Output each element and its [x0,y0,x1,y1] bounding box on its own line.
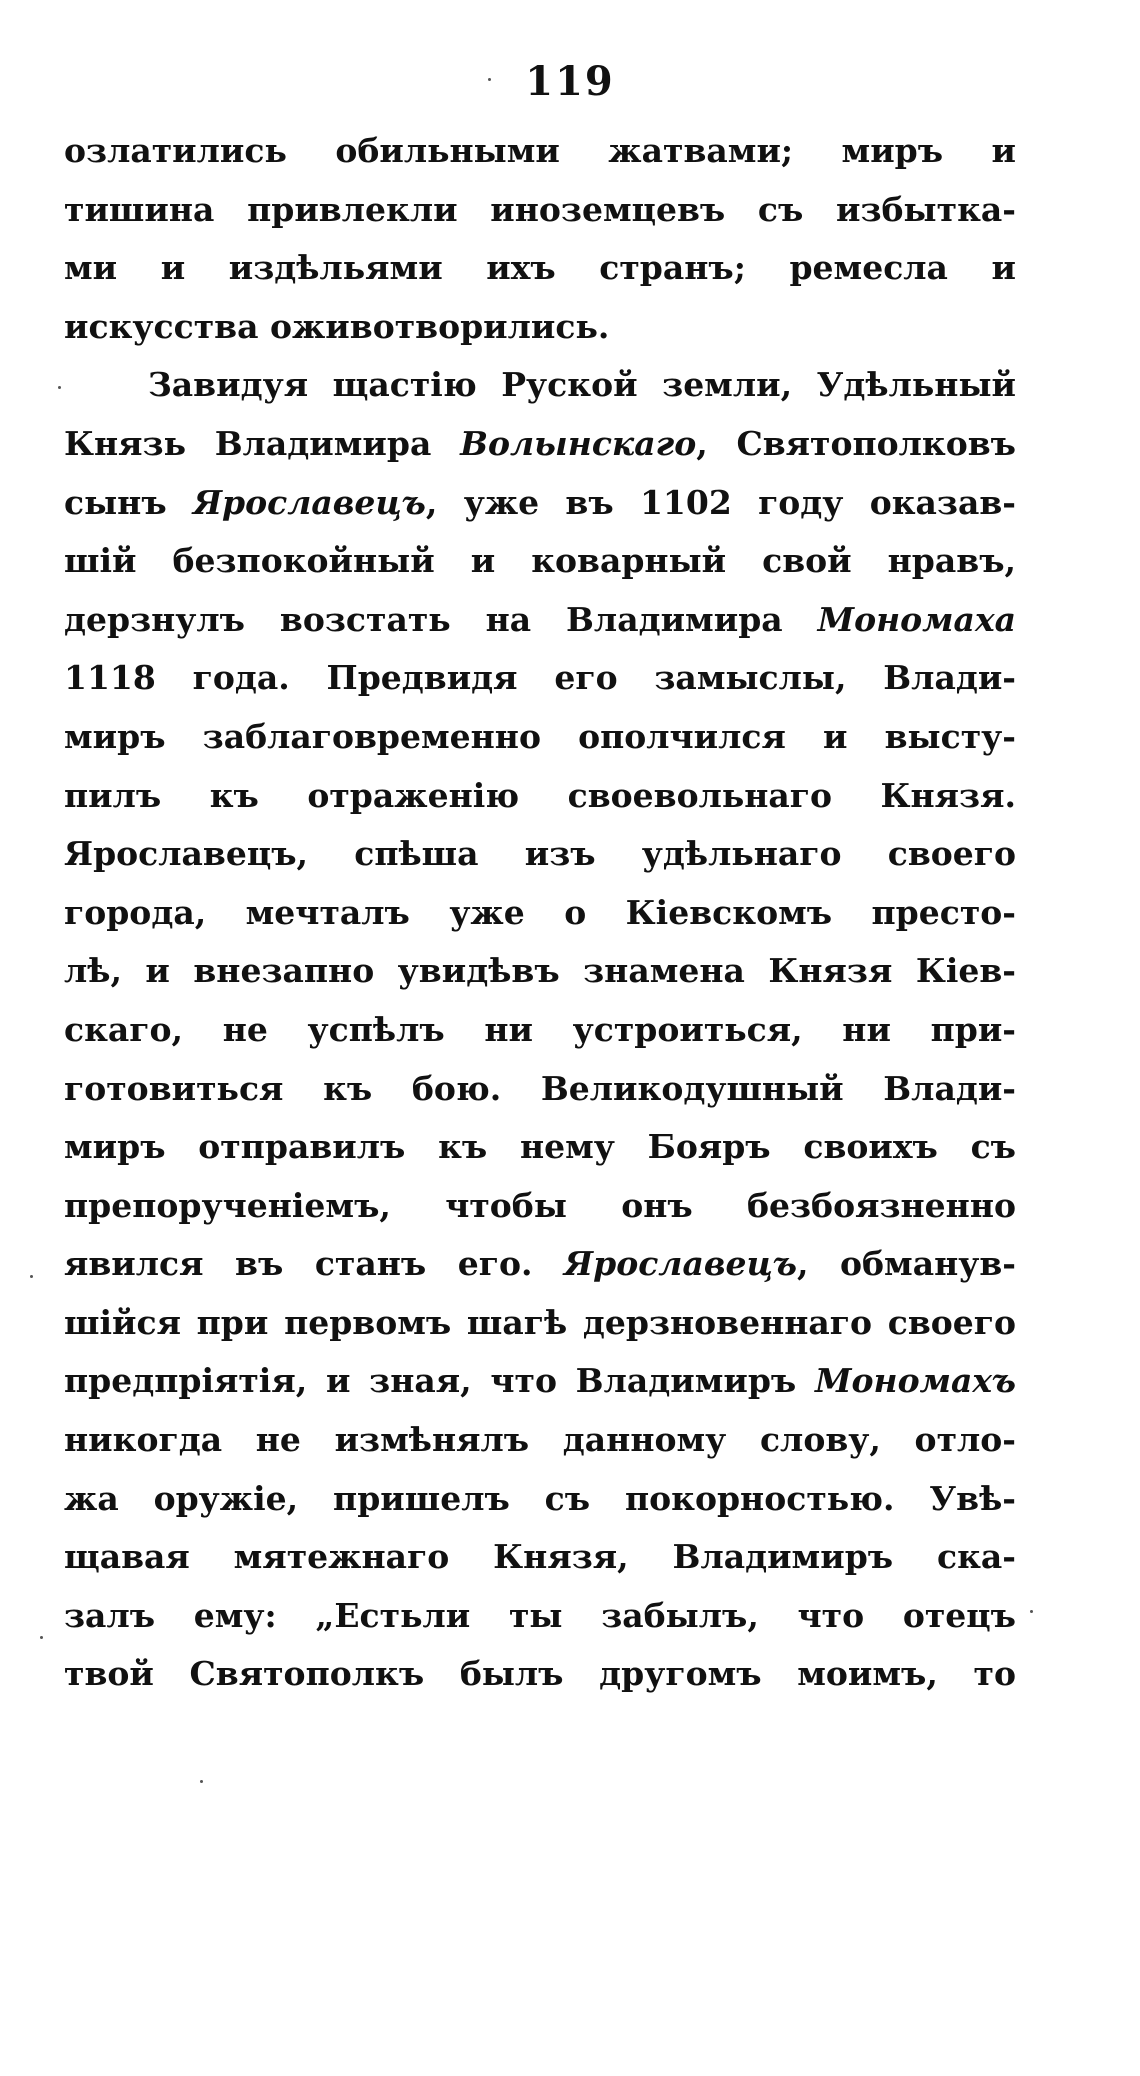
text-line [64,825,1016,884]
text-segment: никогда не измѣнялъ данному слову, отло- [64,1420,1016,1460]
italic-name: Мономаха [817,599,1016,639]
text-segment: миръ заблаговременно ополчился и высту- [64,716,1016,756]
text-line [64,532,1016,591]
text-line [64,1294,1016,1353]
text-segment: щавая мятежнаго Князя, Владимиръ ска- [64,1537,1016,1577]
text-line [64,356,1016,415]
text-segment: Завидуя щастію Руской земли, Удѣльный [148,365,1016,405]
text-line [64,239,1016,298]
text-line [64,1645,1016,1704]
text-line [64,181,1016,240]
text-line [64,1352,1016,1411]
text-segment: тишина привлекли иноземцевъ съ избытка- [64,189,1016,229]
text-line [64,122,1016,181]
text-segment: пилъ къ отраженію своевольнаго Князя. [64,775,1016,815]
text-line [64,591,1016,650]
body-text [64,122,1016,1704]
text-segment: Ярославецъ, спѣша изъ удѣльнаго своего [64,834,1016,874]
text-line [64,1001,1016,1060]
text-line [64,1587,1016,1646]
text-segment: , обманув- [797,1244,1016,1284]
text-segment: готовиться къ бою. Великодушный Влади- [64,1068,1016,1108]
text-segment: явился въ станъ его. [64,1244,565,1284]
italic-name: Волынскаго [460,423,697,463]
text-line [64,767,1016,826]
text-line [64,708,1016,767]
text-line [64,1235,1016,1294]
text-segment: дерзнулъ возстать на Владимира [64,599,818,639]
italic-name: Ярославецъ [192,482,426,522]
text-line [64,649,1016,708]
text-line [64,298,1016,357]
italic-name: Мономахъ [814,1361,1016,1401]
text-segment: , Святополковъ [696,423,1016,463]
text-segment: миръ отправилъ къ нему Бояръ своихъ съ [64,1127,1016,1167]
text-segment: твой Святополкъ былъ другомъ моимъ, то [64,1654,1016,1694]
text-line [64,884,1016,943]
text-segment: Князь Владимира [64,423,461,463]
italic-name: Ярославецъ [564,1244,797,1284]
text-segment: озлатились обильными жатвами; миръ и [64,131,1016,170]
text-line [64,1177,1016,1236]
text-segment: искусства оживотворились. [64,306,610,346]
text-segment: скаго, не успѣлъ ни устроиться, ни при- [64,1009,1016,1049]
text-segment: сынъ [64,482,193,522]
text-segment: залъ ему: „Естьли ты забылъ, что отецъ [64,1595,1016,1635]
text-line [64,415,1016,474]
text-segment: шій безпокойный и коварный свой нравъ, [64,541,1016,581]
text-segment: предпріятія, и зная, что Владимиръ [64,1361,815,1401]
text-segment: ми и издѣльями ихъ странъ; ремесла и [64,248,1016,288]
text-segment: препорученіемъ, чтобы онъ безбоязненно [64,1185,1016,1225]
text-segment: жа оружіе, пришелъ съ покорностью. Увѣ- [64,1478,1016,1518]
text-line [64,1411,1016,1470]
text-segment: шійся при первомъ шагѣ дерзновеннаго своего [64,1302,1016,1342]
text-segment: города, мечталъ уже о Кіевскомъ престо- [64,892,1016,932]
text-line [64,1470,1016,1529]
text-line [64,1060,1016,1119]
text-line [64,1118,1016,1177]
text-line [64,942,1016,1001]
text-segment: 1118 года. Предвидя его замыслы, Влади- [64,658,1016,698]
text-segment: лѣ, и внезапно увидѣвъ знамена Князя Кіев- [64,951,1016,991]
text-line [64,1528,1016,1587]
page-number: 119 [525,58,615,105]
text-line [64,474,1016,533]
text-segment: , уже въ 1102 году оказав- [425,482,1016,522]
